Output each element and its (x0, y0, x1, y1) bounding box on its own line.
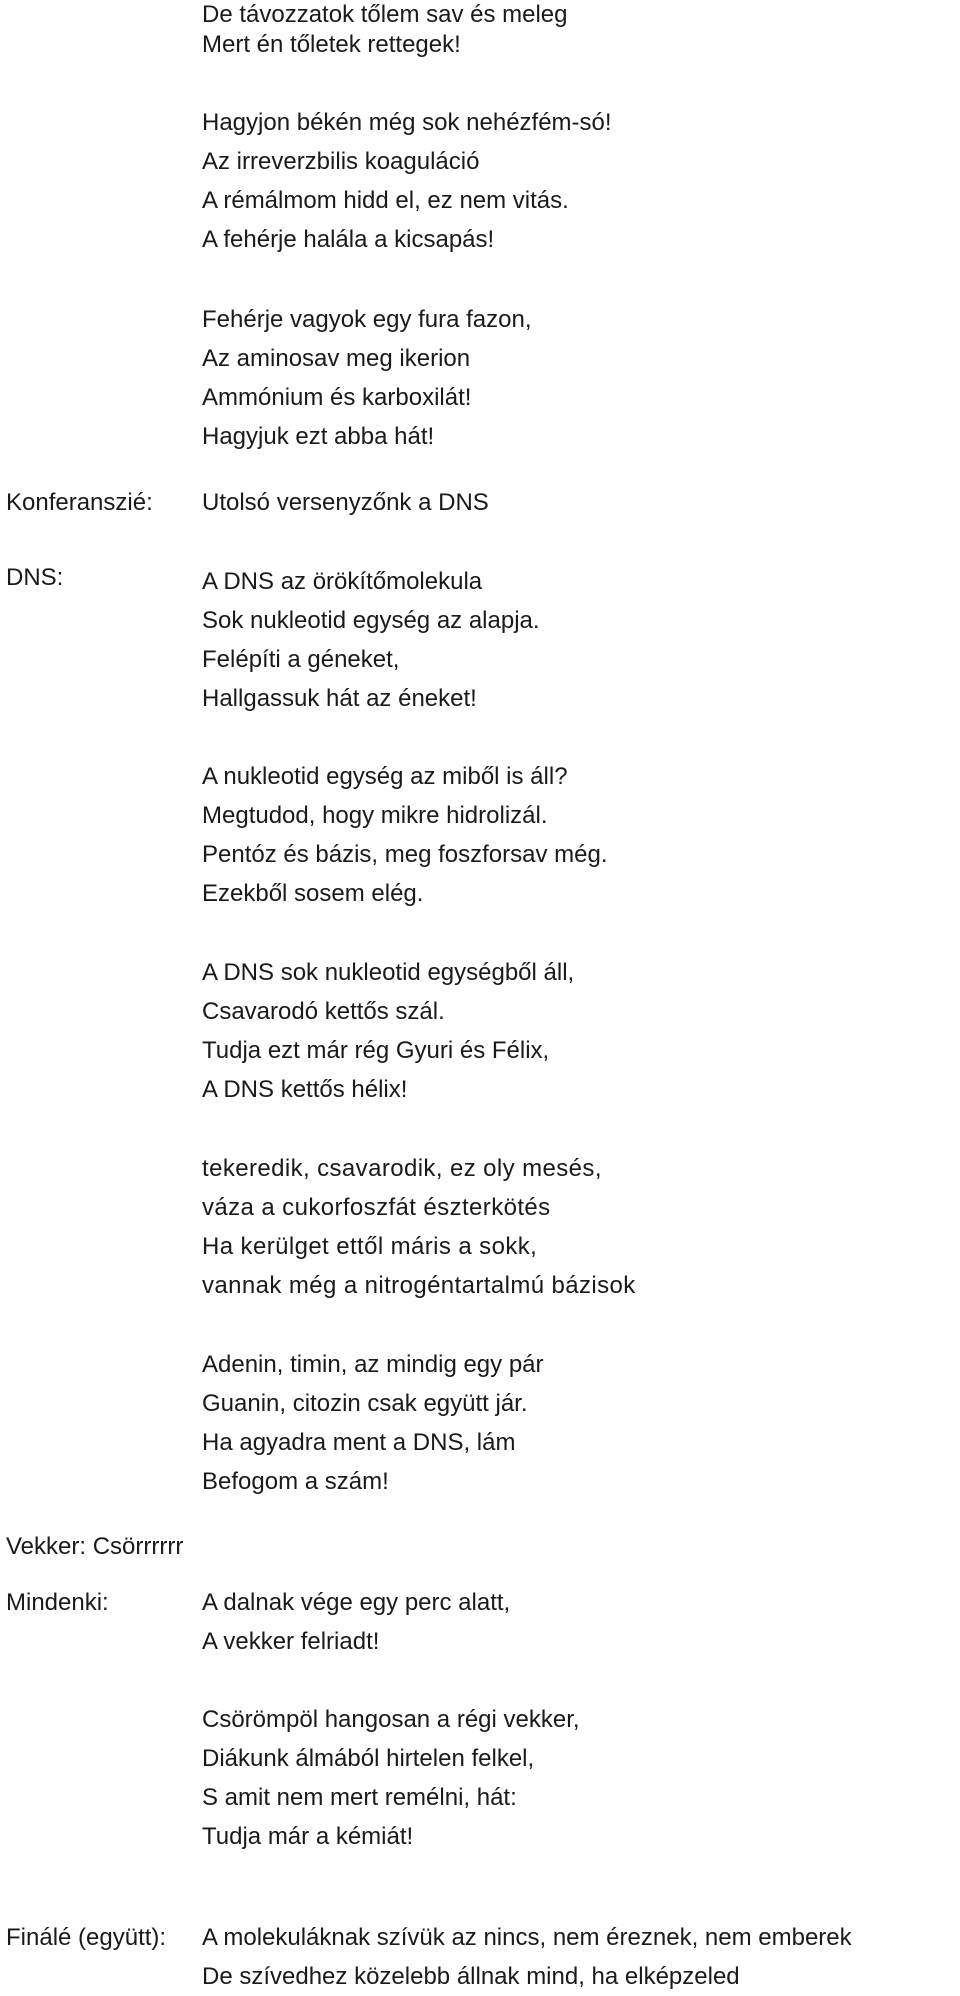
lyric-line: váza a cukorfoszfát észterkötés (202, 1194, 551, 1221)
lyric-line: Pentóz és bázis, meg foszforsav még. (202, 841, 608, 868)
lyric-line: A molekuláknak szívük az nincs, nem éreznek, nem emberek (202, 1924, 852, 1951)
lyric-line: A rémálmom hidd el, ez nem vitás. (202, 187, 569, 214)
lyric-line: Felépíti a géneket, (202, 646, 400, 673)
lyric-line: Diákunk álmából hirtelen felkel, (202, 1745, 535, 1772)
lyric-line: Ezekből sosem elég. (202, 880, 424, 907)
lyric-line: A vekker felriadt! (202, 1628, 380, 1655)
speaker-label: Mindenki: (6, 1589, 109, 1616)
lyric-line: vannak még a nitrogéntartalmú bázisok (202, 1272, 636, 1299)
lyric-line: Befogom a szám! (202, 1468, 389, 1495)
lyric-line: A nukleotid egység az miből is áll? (202, 763, 568, 790)
lyric-line: Sok nukleotid egység az alapja. (202, 607, 540, 634)
lyric-line: Az irreverzbilis koaguláció (202, 148, 480, 175)
lyric-line: Csörömpöl hangosan a régi vekker, (202, 1706, 580, 1733)
lyric-line: Mert én tőletek rettegek! (202, 31, 461, 58)
lyric-line: Hallgassuk hát az éneket! (202, 685, 477, 712)
lyric-line: Csavarodó kettős szál. (202, 998, 445, 1025)
lyric-line: Tudja már a kémiát! (202, 1823, 414, 1850)
lyric-line: A DNS kettős hélix! (202, 1076, 408, 1103)
lyric-line: De távozzatok tőlem sav és meleg (202, 1, 568, 28)
speaker-label: DNS: (6, 564, 64, 591)
lyric-line: tekeredik, csavarodik, ez oly mesés, (202, 1155, 602, 1182)
lyric-line: Tudja ezt már rég Gyuri és Félix, (202, 1037, 550, 1064)
lyric-line: A DNS sok nukleotid egységből áll, (202, 959, 575, 986)
lyric-line: Hagyjuk ezt abba hát! (202, 423, 435, 450)
lyric-line: Ha agyadra ment a DNS, lám (202, 1429, 516, 1456)
lyric-line: S amit nem mert remélni, hát: (202, 1784, 517, 1811)
lyric-line: Az aminosav meg ikerion (202, 345, 471, 372)
lyric-line: Megtudod, hogy mikre hidrolizál. (202, 802, 548, 829)
lyric-line: Ammónium és karboxilát! (202, 384, 472, 411)
lyric-line: Adenin, timin, az mindig egy pár (202, 1351, 544, 1378)
speaker-label: Finálé (együtt): (6, 1924, 167, 1951)
lyric-line: A DNS az örökítőmolekula (202, 568, 483, 595)
lyric-line: Ha kerülget ettől máris a sokk, (202, 1233, 538, 1260)
lyric-line: Fehérje vagyok egy fura fazon, (202, 306, 532, 333)
speaker-label: Vekker: Csörrrrrr (6, 1533, 184, 1560)
lyric-line: Utolsó versenyzőnk a DNS (202, 489, 489, 516)
speaker-label: Konferanszié: (6, 489, 153, 516)
lyric-line: A fehérje halála a kicsapás! (202, 226, 495, 253)
lyric-line: A dalnak vége egy perc alatt, (202, 1589, 511, 1616)
lyric-line: De szívedhez közelebb állnak mind, ha elképzeled (202, 1963, 740, 1990)
lyric-line: Hagyjon békén még sok nehézfém-só! (202, 109, 612, 136)
lyric-line: Guanin, citozin csak együtt jár. (202, 1390, 528, 1417)
